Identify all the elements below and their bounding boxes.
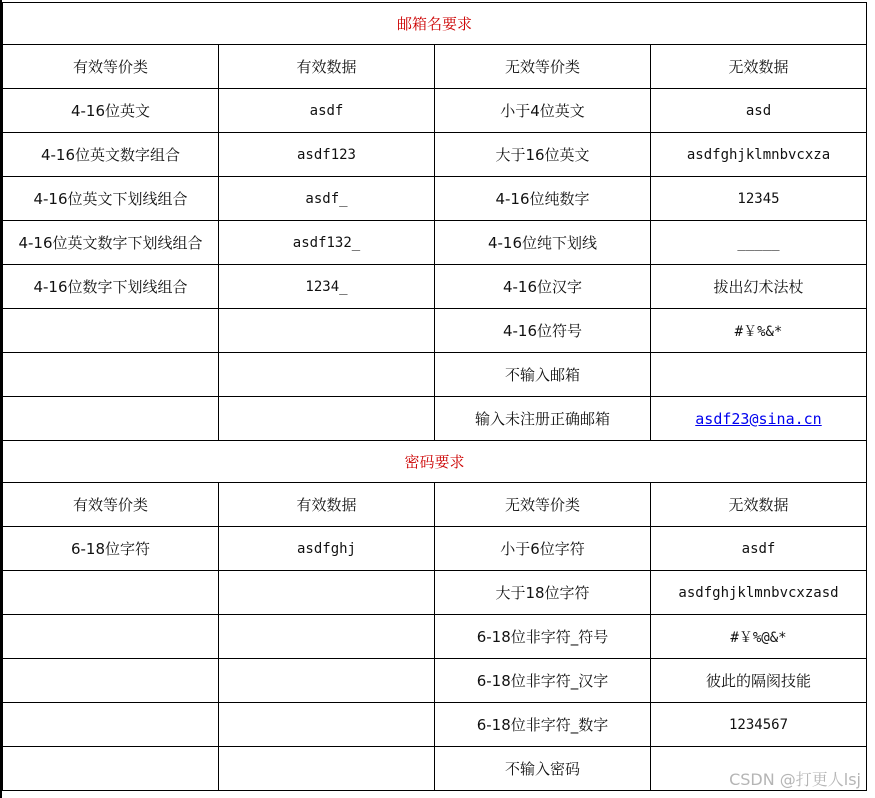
table-cell[interactable]: 不输入密码 xyxy=(435,747,651,791)
table-row xyxy=(3,265,867,309)
table-cell[interactable]: _____ xyxy=(651,221,867,265)
table-row xyxy=(3,177,867,221)
table-cell[interactable]: 拔出幻术法杖 xyxy=(651,265,867,309)
table-cell[interactable] xyxy=(3,615,219,659)
table-cell[interactable]: asdf xyxy=(651,527,867,571)
table-cell[interactable]: 4-16位纯数字 xyxy=(435,177,651,221)
table-cell[interactable]: 大于16位英文 xyxy=(435,133,651,177)
table-cell[interactable] xyxy=(219,703,435,747)
header-cell[interactable]: 有效等价类 xyxy=(3,45,219,89)
table-cell[interactable]: 4-16位英文 xyxy=(3,89,219,133)
header-cell[interactable]: 无效数据 xyxy=(651,45,867,89)
header-cell[interactable]: 无效等价类 xyxy=(435,483,651,527)
table-cell[interactable] xyxy=(219,615,435,659)
table-cell[interactable]: 输入未注册正确邮箱 xyxy=(435,397,651,441)
table-cell[interactable]: 1234_ xyxy=(219,265,435,309)
table-row xyxy=(3,615,867,659)
table-row xyxy=(3,397,867,441)
table-cell[interactable] xyxy=(3,397,219,441)
table-cell[interactable] xyxy=(219,747,435,791)
table-cell[interactable]: 小于4位英文 xyxy=(435,89,651,133)
table-row xyxy=(3,571,867,615)
table-cell[interactable] xyxy=(3,659,219,703)
table-row xyxy=(3,353,867,397)
table-cell[interactable]: #￥%&* xyxy=(651,309,867,353)
table-row xyxy=(3,221,867,265)
table-cell[interactable]: asdfghjklmnbvcxza xyxy=(651,133,867,177)
table-cell[interactable] xyxy=(3,703,219,747)
table-cell[interactable] xyxy=(3,353,219,397)
header-cell[interactable]: 有效等价类 xyxy=(3,483,219,527)
table-cell[interactable]: 4-16位英文数字下划线组合 xyxy=(3,221,219,265)
table-row xyxy=(3,309,867,353)
table-cell[interactable]: 小于6位字符 xyxy=(435,527,651,571)
header-cell[interactable]: 无效等价类 xyxy=(435,45,651,89)
table-cell[interactable] xyxy=(219,309,435,353)
table-row xyxy=(3,133,867,177)
table-cell[interactable]: 4-16位英文数字组合 xyxy=(3,133,219,177)
table-row xyxy=(3,89,867,133)
table-cell[interactable]: 彼此的隔阂技能 xyxy=(651,659,867,703)
password-title-row xyxy=(3,441,867,483)
table-cell[interactable] xyxy=(219,659,435,703)
table-cell[interactable]: 4-16位汉字 xyxy=(435,265,651,309)
password-header-row xyxy=(3,483,867,527)
table-cell[interactable] xyxy=(651,353,867,397)
table-cell[interactable]: 6-18位非字符_汉字 xyxy=(435,659,651,703)
csdn-watermark: CSDN @打更人lsj xyxy=(729,770,861,789)
email-link[interactable]: asdf23@sina.cn xyxy=(695,409,822,428)
table-cell[interactable] xyxy=(3,309,219,353)
table-cell[interactable]: 4-16位数字下划线组合 xyxy=(3,265,219,309)
table-cell[interactable]: asdf132_ xyxy=(219,221,435,265)
email-section-title[interactable]: 邮箱名要求 xyxy=(3,3,867,45)
table-cell[interactable]: asdf_ xyxy=(219,177,435,221)
table-cell[interactable]: 4-16位纯下划线 xyxy=(435,221,651,265)
table-row xyxy=(3,659,867,703)
header-cell[interactable]: 无效数据 xyxy=(651,483,867,527)
table-cell[interactable]: 6-18位非字符_数字 xyxy=(435,703,651,747)
table-cell[interactable]: 12345 xyxy=(651,177,867,221)
table-cell[interactable]: #￥%@&* xyxy=(651,615,867,659)
table-cell[interactable] xyxy=(651,397,867,441)
email-header-row xyxy=(3,45,867,89)
test-case-table xyxy=(2,2,867,791)
spreadsheet xyxy=(2,2,866,791)
table-cell[interactable]: 4-16位英文下划线组合 xyxy=(3,177,219,221)
header-cell[interactable]: 有效数据 xyxy=(219,45,435,89)
email-title-row xyxy=(3,3,867,45)
table-cell[interactable]: asd xyxy=(651,89,867,133)
table-cell[interactable] xyxy=(3,571,219,615)
table-row xyxy=(3,703,867,747)
table-cell[interactable] xyxy=(3,747,219,791)
table-cell[interactable] xyxy=(219,571,435,615)
table-cell[interactable]: 不输入邮箱 xyxy=(435,353,651,397)
table-cell[interactable]: 大于18位字符 xyxy=(435,571,651,615)
header-cell[interactable]: 有效数据 xyxy=(219,483,435,527)
table-cell[interactable]: asdf xyxy=(219,89,435,133)
table-cell[interactable]: 6-18位非字符_符号 xyxy=(435,615,651,659)
table-cell[interactable] xyxy=(219,397,435,441)
table-cell[interactable]: asdf123 xyxy=(219,133,435,177)
table-cell[interactable]: asdfghj xyxy=(219,527,435,571)
table-cell[interactable]: 4-16位符号 xyxy=(435,309,651,353)
password-section-title[interactable]: 密码要求 xyxy=(3,441,867,483)
table-row xyxy=(3,527,867,571)
table-cell[interactable]: 6-18位字符 xyxy=(3,527,219,571)
table-cell[interactable]: 1234567 xyxy=(651,703,867,747)
table-cell[interactable] xyxy=(219,353,435,397)
table-cell[interactable]: asdfghjklmnbvcxzasd xyxy=(651,571,867,615)
